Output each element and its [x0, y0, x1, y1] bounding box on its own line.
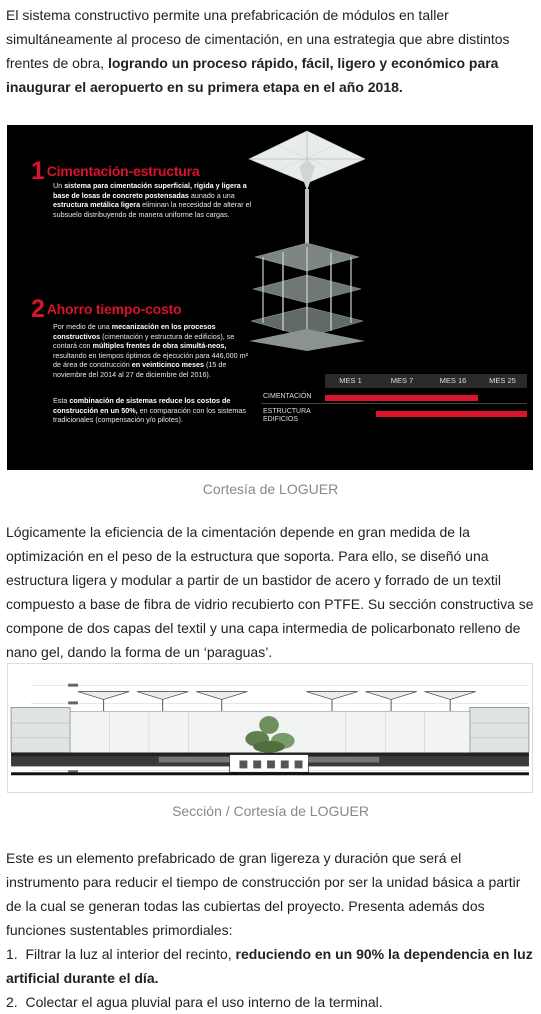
intro-text: El sistema constructivo permite una prefabricación de módulos en taller simultáneamente al proceso de cimentación, en una estrategia que abre distintos frentes de obra, — [6, 7, 510, 71]
list-item — [6, 942, 534, 990]
list-item — [6, 990, 534, 1014]
section-2-title-text: Ahorro tiempo-costo — [46, 301, 182, 317]
prefab-intro: Este es un elemento prefabricado de gran ligereza y duración que será el instrumento para reducir el tiempo de construcción por ser la unidad básica a partir de la cual se generan todas las cubiertas del proyecto. Presenta además dos funciones sustentables primordiales: — [6, 850, 521, 938]
text-run: eliminan la necesidad de alterar el subsuelo distribuyendo de manera uniforme las cargas. — [53, 200, 252, 219]
construction-infographic — [7, 125, 533, 470]
gantt-bar-cimentacion — [325, 395, 478, 401]
gantt-month-25: MES 25 — [478, 374, 527, 388]
intro-paragraph — [6, 3, 534, 99]
gantt-row-label-cimentacion: CIMENTACIÓN — [263, 393, 312, 400]
bold-text-run: en veinticinco meses — [131, 360, 205, 370]
umbrella-structure-illustration — [247, 131, 367, 351]
bold-text-run: mecanización en los procesos constructivos — [53, 322, 216, 341]
bold-text-run: estructura metálica ligera — [53, 200, 141, 210]
text-run: Por medio de una — [53, 322, 112, 331]
gantt-divider — [261, 403, 527, 404]
section-2-title — [31, 295, 181, 324]
list-item-text: Filtrar la luz al interior del recinto, — [25, 946, 236, 962]
section-1-body — [53, 181, 253, 219]
text-run: Esta — [53, 396, 70, 405]
text-run: Un — [53, 181, 65, 190]
section-2-body-cost — [53, 396, 253, 425]
bold-text-run: combinación de sistemas reduce los costos de construcción en un 50%, — [53, 396, 231, 415]
figure-2-caption: Sección / Cortesía de LOGUER — [172, 803, 369, 819]
text-run: aunado a una — [188, 190, 235, 200]
list-item-number: 1. — [6, 946, 18, 962]
list-item-text: Colectar el agua pluvial para el uso interno de la terminal. — [25, 994, 383, 1010]
terminal-section-drawing — [7, 663, 533, 793]
structure-paragraph: Lógicamente la eficiencia de la cimentación depende en gran medida de la optimización en el peso de la estructura que soporta. Para ello, se diseñó una estructura ligera y modular a partir de un bastidor de acero y forrado de un textil compuesto a base de fibra de vidrio recubierto con PTFE. Su sección constructiva se compone de dos capas del textil y una capa intermedia de policarbonato relleno de nano gel, dando la forma de un ‘paraguas’. — [6, 524, 534, 660]
text-run: resultando en tiempos óptimos de ejecución para 446,000 m² de área de construcción — [53, 350, 248, 370]
gantt-month-1: MES 1 — [325, 374, 376, 388]
bold-text-run: sistema para cimentación superficial, rígida y ligera a base de losas de concreto postensadas — [53, 181, 247, 200]
list-item-number: 2. — [6, 994, 18, 1010]
gantt-month-7: MES 7 — [376, 374, 428, 388]
gantt-month-16: MES 16 — [428, 374, 478, 388]
figure-1-caption: Cortesía de LOGUER — [202, 481, 339, 497]
text-run: (15 de noviembre del 2014 al 27 de diciembre del 2016). — [53, 360, 227, 379]
text-run: (cimentación y estructura de edificios), se contará con — [53, 331, 235, 351]
prefab-paragraph — [6, 846, 534, 1014]
list-item-bold-text: reduciendo en un 90% la dependencia en luz artificial durante el día. — [6, 946, 533, 986]
section-1-number: 1 — [31, 157, 45, 185]
section-2-number: 2 — [31, 295, 45, 323]
text-run: en comparación con los sistemas tradicionales (compensación y/o pilotes). — [53, 405, 246, 425]
gantt-bar-estructura — [376, 411, 527, 417]
section-2-body — [53, 322, 253, 380]
section-1-title-text: Cimentación-estructura — [46, 163, 200, 179]
intro-bold-text: logrando un proceso rápido, fácil, ligero y económico para inaugurar el aeropuerto en su primera etapa en el año 2018. — [6, 55, 499, 95]
bold-text-run: múltiples frentes de obra simultá-neos, — [92, 341, 227, 351]
gantt-row-label-estructura: ESTRUCTURA EDIFICIOS — [263, 408, 311, 423]
